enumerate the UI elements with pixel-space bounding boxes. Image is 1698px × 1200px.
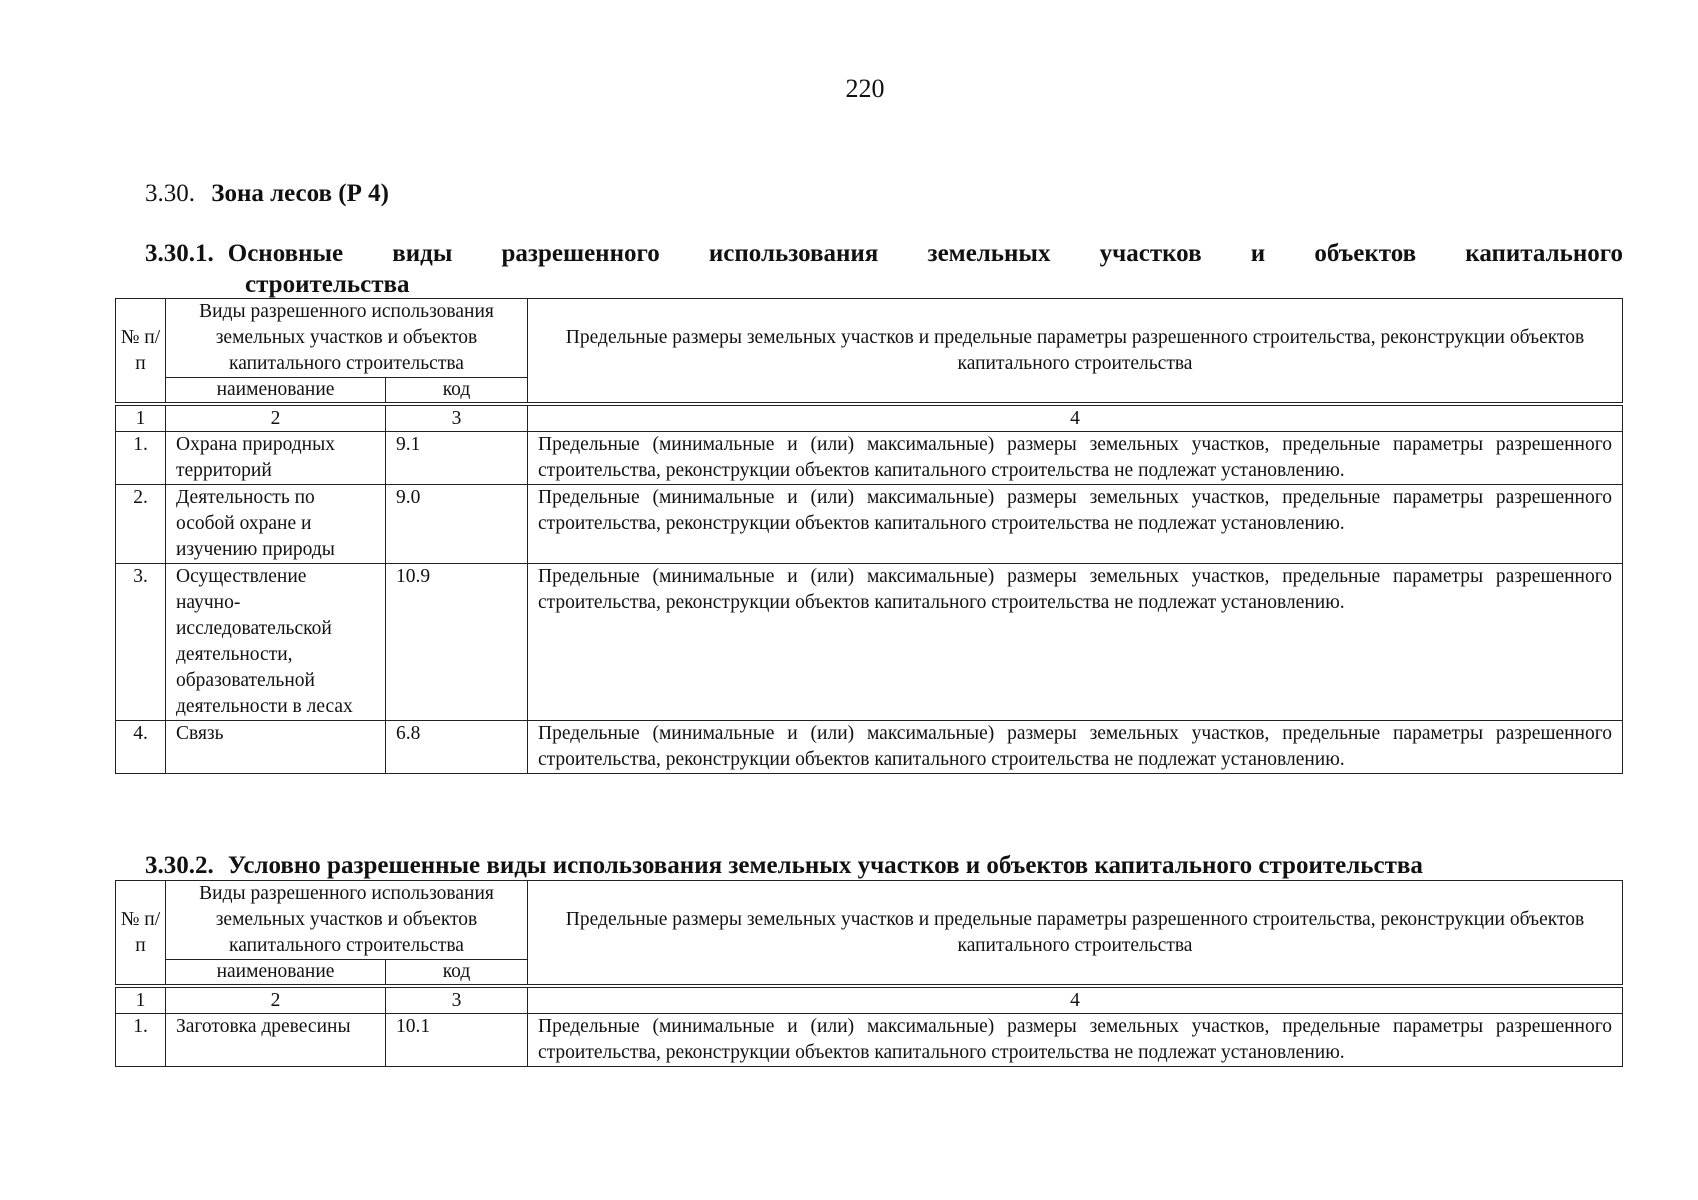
use-limits: Предельные (минимальные и (или) максимальные) размеры земельных участков, предельные параметры разрешенного строительства, реконструкции объектов капитального строительства не подлежат установлению.: [528, 432, 1623, 485]
table-row: [116, 1014, 1623, 1067]
page-number: 220: [845, 74, 885, 103]
header-kinds: Виды разрешенного использования земельных участков и объектов капитального строительства: [166, 299, 528, 378]
header-limits: Предельные размеры земельных участков и предельные параметры разрешенного строительства, реконструкции объектов капитального строительства: [528, 299, 1623, 405]
section-heading-main-uses: [145, 238, 1623, 300]
section-title-line2: строительства: [245, 271, 410, 298]
use-name: Связь: [166, 721, 386, 774]
header-code: код: [386, 378, 528, 405]
use-limits: Предельные (минимальные и (или) максимальные) размеры земельных участков, предельные параметры разрешенного строительства, реконструкции объектов капитального строительства не подлежат установлению.: [528, 1014, 1623, 1067]
use-code: 9.0: [386, 485, 528, 564]
header-no: № п/п: [116, 299, 166, 405]
use-limits: Предельные (минимальные и (или) максимальные) размеры земельных участков, предельные параметры разрешенного строительства, реконструкции объектов капитального строительства не подлежат установлению.: [528, 564, 1623, 721]
col-number-2: 2: [166, 986, 386, 1014]
use-code: 9.1: [386, 432, 528, 485]
use-code: 10.9: [386, 564, 528, 721]
use-limits: Предельные (минимальные и (или) максимальные) размеры земельных участков, предельные параметры разрешенного строительства, реконструкции объектов капитального строительства не подлежат установлению.: [528, 721, 1623, 774]
row-number: 3.: [116, 564, 166, 721]
row-number: 1.: [116, 432, 166, 485]
table-row: [116, 721, 1623, 774]
use-limits: Предельные (минимальные и (или) максимальные) размеры земельных участков, предельные параметры разрешенного строительства, реконструкции объектов капитального строительства не подлежат установлению.: [528, 485, 1623, 564]
section-title-line1: Основные виды разрешенного использования земельных участков и объектов капитального: [227, 240, 1623, 267]
table-row: [116, 564, 1623, 721]
use-name: Деятельность по особой охране и изучению природы: [166, 485, 386, 564]
col-number-4: 4: [528, 986, 1623, 1014]
col-number-4: 4: [528, 404, 1623, 432]
section-title: Условно разрешенные виды использования земельных участков и объектов капитального строительства: [227, 852, 1423, 879]
col-number-2: 2: [166, 404, 386, 432]
table-row: [116, 432, 1623, 485]
row-number: 2.: [116, 485, 166, 564]
use-name: Охрана природных территорий: [166, 432, 386, 485]
header-code: код: [386, 960, 528, 987]
conditional-uses-table: [115, 880, 1623, 1067]
header-name: наименование: [166, 960, 386, 987]
section-number: 3.30.2.: [145, 852, 214, 879]
col-number-3: 3: [386, 986, 528, 1014]
main-uses-table: [115, 298, 1623, 774]
col-number-1: 1: [116, 986, 166, 1014]
row-number: 1.: [116, 1014, 166, 1067]
header-limits: Предельные размеры земельных участков и предельные параметры разрешенного строительства, реконструкции объектов капитального строительства: [528, 881, 1623, 987]
use-name: Заготовка древесины: [166, 1014, 386, 1067]
section-heading-conditional-uses: [145, 850, 1623, 881]
section-number: 3.30.1.: [145, 240, 214, 267]
zone-title: Зона лесов (Р 4): [211, 180, 389, 207]
table-row: [116, 485, 1623, 564]
header-kinds: Виды разрешенного использования земельных участков и объектов капитального строительства: [166, 881, 528, 960]
zone-heading: [145, 180, 389, 208]
use-code: 6.8: [386, 721, 528, 774]
zone-number: 3.30.: [145, 180, 195, 207]
use-name: Осуществление научно-исследовательской деятельности, образовательной деятельности в лесах: [166, 564, 386, 721]
col-number-3: 3: [386, 404, 528, 432]
header-no: № п/п: [116, 881, 166, 987]
use-code: 10.1: [386, 1014, 528, 1067]
col-number-1: 1: [116, 404, 166, 432]
header-name: наименование: [166, 378, 386, 405]
row-number: 4.: [116, 721, 166, 774]
